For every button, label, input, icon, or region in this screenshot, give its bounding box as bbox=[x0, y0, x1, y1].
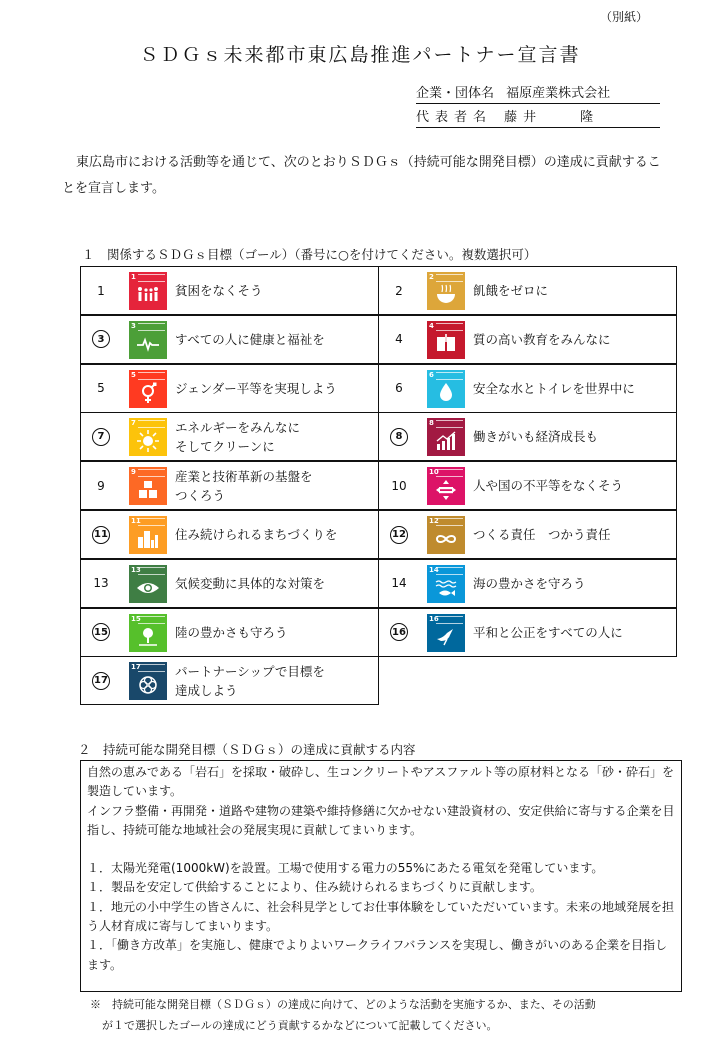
goal-label: 人や国の不平等をなくそう bbox=[473, 478, 624, 494]
sdg-goal-cell bbox=[80, 364, 379, 413]
sdg-goal-cell bbox=[378, 461, 677, 510]
family-icon bbox=[129, 272, 167, 310]
book-icon-glyph bbox=[434, 332, 458, 356]
icon-caption-lines bbox=[436, 372, 463, 380]
sun-icon-glyph bbox=[136, 429, 160, 453]
icon-goal-number: 2 bbox=[429, 273, 434, 281]
goal-number-circled bbox=[379, 413, 419, 460]
goal-number-text: 13 bbox=[93, 576, 109, 591]
goal-number-circled bbox=[81, 413, 121, 460]
growth-chart-icon-glyph bbox=[434, 429, 458, 453]
icon-caption-lines bbox=[138, 518, 165, 526]
cubes-icon-glyph bbox=[136, 478, 160, 502]
icon-caption-lines bbox=[436, 274, 463, 282]
icon-caption-lines bbox=[436, 616, 463, 624]
icon-goal-number: 16 bbox=[429, 614, 439, 623]
rings-icon bbox=[129, 662, 167, 700]
sdg-goal-cell bbox=[80, 559, 379, 608]
goal-number-text: 4 bbox=[395, 332, 403, 347]
icon-goal-number: 7 bbox=[131, 419, 136, 428]
cubes-icon bbox=[129, 467, 167, 505]
growth-chart-icon bbox=[427, 418, 465, 456]
goal-number-text: 2 bbox=[395, 283, 403, 298]
icon-goal-number: 13 bbox=[131, 565, 141, 574]
instruction-note bbox=[90, 994, 670, 1036]
goal-number-circled bbox=[379, 511, 419, 558]
icon-goal-number: 15 bbox=[131, 614, 141, 623]
sdg-goal-cell bbox=[378, 412, 677, 461]
goal-number-text: 7 bbox=[92, 428, 110, 446]
note-line-1: ※ 持続可能な開発目標（ＳＤＧｓ）の達成に向けて、どのような活動を実施するか、また、その活動 bbox=[90, 998, 596, 1011]
goal-label: すべての人に健康と福祉を bbox=[175, 331, 325, 347]
goal-number-circled bbox=[379, 609, 419, 656]
goal-number bbox=[379, 560, 419, 607]
goal-number-text: 15 bbox=[92, 623, 110, 641]
goal-number bbox=[379, 316, 419, 363]
goal-number bbox=[81, 267, 121, 314]
fish-icon bbox=[427, 565, 465, 603]
icon-caption-lines bbox=[138, 664, 165, 672]
gender-icon bbox=[129, 370, 167, 408]
goal-label: 働きがいも経済成長も bbox=[473, 429, 599, 445]
sdg-goal-cell bbox=[80, 510, 379, 559]
icon-goal-number: 11 bbox=[131, 517, 141, 525]
goal-label: 平和と公正をすべての人に bbox=[473, 624, 623, 640]
content-item: １．「働き方改革」を実施し、健康でよりよいワークライフバランスを実現し、働きがいのある企業を目指します。 bbox=[87, 938, 667, 972]
goal-number bbox=[81, 365, 121, 412]
goal-label: 質の高い教育をみんなに bbox=[473, 331, 611, 347]
icon-goal-number: 3 bbox=[131, 321, 136, 330]
sdg-goal-cell bbox=[80, 315, 379, 364]
icon-caption-lines bbox=[138, 469, 165, 477]
sdg-goal-cell bbox=[378, 315, 677, 364]
dove-icon-glyph bbox=[434, 625, 458, 649]
sdg-goal-cell bbox=[80, 656, 379, 705]
bowl-icon-glyph bbox=[434, 283, 458, 307]
goal-label: パートナーシップで目標を 達成しよう bbox=[175, 663, 325, 698]
goal-label: ジェンダー平等を実現しよう bbox=[175, 380, 337, 396]
sdg-goal-cell bbox=[80, 266, 379, 315]
sdg-goal-cell bbox=[378, 266, 677, 315]
goal-number bbox=[81, 462, 121, 509]
content-item: １．太陽光発電(1000kW)を設置。工場で使用する電力の55%にあたる電気を発電しています。 bbox=[87, 861, 604, 876]
goal-label: 陸の豊かさも守ろう bbox=[175, 624, 288, 640]
icon-caption-lines bbox=[138, 567, 165, 575]
goal-number bbox=[379, 365, 419, 412]
sdg-goal-cell bbox=[378, 510, 677, 559]
icon-goal-number: 6 bbox=[429, 370, 434, 379]
goal-label: 住み続けられるまちづくりを bbox=[175, 527, 338, 542]
organization-name: 福原産業株式会社 bbox=[506, 86, 611, 101]
icon-caption-lines bbox=[436, 323, 463, 331]
icon-goal-number: 10 bbox=[429, 468, 439, 477]
goal-label: 安全な水とトイレを世界中に bbox=[473, 380, 635, 396]
gender-icon-glyph bbox=[136, 381, 160, 405]
sdg-goal-cell bbox=[378, 364, 677, 413]
tree-icon bbox=[129, 614, 167, 652]
heartbeat-icon-glyph bbox=[136, 332, 160, 356]
content-paragraph: 自然の恵みである「岩石」を採取・破砕し、生コンクリートやアスファルト等の原材料となる「砂・砕石」を製造しています。 bbox=[87, 765, 675, 799]
goal-label: 貧困をなくそう bbox=[175, 283, 263, 298]
goal-label: 飢餓をゼロに bbox=[473, 283, 549, 298]
organization-row bbox=[416, 84, 660, 104]
goal-number-text: 17 bbox=[92, 672, 110, 690]
icon-caption-lines bbox=[436, 469, 463, 477]
icon-caption-lines bbox=[436, 567, 463, 575]
tree-icon-glyph bbox=[136, 625, 160, 649]
goal-number-text: 14 bbox=[391, 576, 407, 591]
goal-number-text: 6 bbox=[395, 381, 403, 396]
goal-label: つくる責任 つかう責任 bbox=[473, 527, 611, 542]
goal-number bbox=[379, 267, 419, 314]
goal-number-text: 3 bbox=[92, 330, 110, 348]
infinity-icon bbox=[427, 516, 465, 554]
goal-number-text: 9 bbox=[97, 478, 105, 493]
goal-label: 産業と技術革新の基盤を つくろう bbox=[175, 468, 313, 503]
goal-number-circled bbox=[81, 511, 121, 558]
goal-label: 気候変動に具体的な対策を bbox=[175, 575, 326, 591]
city-icon bbox=[129, 516, 167, 554]
icon-goal-number: 5 bbox=[131, 370, 136, 379]
representative-row bbox=[416, 108, 660, 128]
content-item: １．地元の小中学生の皆さんに、社会科見学としてお仕事体験をしていただいています。未来の地域発展を担う人材育成に寄与してまいります。 bbox=[87, 899, 675, 934]
eye-globe-icon bbox=[129, 565, 167, 603]
icon-caption-lines bbox=[138, 323, 165, 331]
sun-icon bbox=[129, 418, 167, 456]
goal-number-text: 10 bbox=[391, 478, 407, 493]
equality-icon-glyph bbox=[434, 478, 458, 502]
content-paragraph: インフラ整備・再開発・道路や建物の建築や維持修繕に欠かせない建設資材の、安定供給に寄与する企業を目指し、持続可能な地域社会の発展実現に貢献してまいります。 bbox=[87, 803, 675, 837]
icon-goal-number: 12 bbox=[429, 517, 439, 525]
annex-label: （別紙） bbox=[599, 10, 648, 24]
goal-number bbox=[81, 560, 121, 607]
icon-goal-number: 9 bbox=[131, 468, 136, 477]
sdg-goal-cell bbox=[80, 461, 379, 510]
infinity-icon-glyph bbox=[434, 527, 458, 551]
city-icon-glyph bbox=[136, 527, 160, 551]
icon-goal-number: 14 bbox=[429, 565, 439, 574]
fish-icon-glyph bbox=[434, 576, 458, 600]
goal-number bbox=[379, 462, 419, 509]
heartbeat-icon bbox=[129, 321, 167, 359]
goal-number-text: 12 bbox=[390, 526, 408, 544]
goal-number-text: 5 bbox=[97, 381, 105, 396]
goal-label: エネルギーをみんなに そしてクリーンに bbox=[175, 419, 301, 454]
section1-title: １ 関係するＳＤＧｓ目標（ゴール）（番号に○を付けてください。複数選択可） bbox=[82, 247, 537, 262]
water-icon bbox=[427, 370, 465, 408]
icon-caption-lines bbox=[436, 518, 463, 526]
representative-name: 藤井 隆 bbox=[504, 110, 600, 125]
icon-caption-lines bbox=[138, 616, 165, 624]
content-item: １．製品を安定して供給することにより、住み続けられるまちづくりに貢献します。 bbox=[87, 880, 542, 895]
representative-label: 代表者名 bbox=[416, 110, 493, 125]
goal-number-circled bbox=[81, 609, 121, 656]
dove-icon bbox=[427, 614, 465, 652]
icon-caption-lines bbox=[138, 274, 165, 282]
declaration-text: 東広島市における活動等を通じて、次のとおりＳＤＧｓ（持続可能な開発目標）の達成に貢献することを宣言します。 bbox=[62, 155, 661, 196]
section2-title: ２ 持続可能な開発目標（ＳＤＧｓ）の達成に貢献する内容 bbox=[78, 742, 416, 757]
goal-label: 海の豊かさを守ろう bbox=[473, 575, 586, 591]
sdg-goals-table bbox=[80, 266, 676, 706]
page-title: ＳＤＧｓ未来都市東広島推進パートナー宣言書 bbox=[139, 44, 581, 66]
icon-goal-number: 4 bbox=[429, 321, 434, 330]
family-icon-glyph bbox=[136, 283, 160, 307]
icon-goal-number: 8 bbox=[429, 419, 434, 428]
organization-label: 企業・団体名 bbox=[416, 86, 495, 101]
goal-number-circled bbox=[81, 316, 121, 363]
goal-number-text: 1 bbox=[97, 283, 105, 298]
icon-goal-number: 1 bbox=[131, 273, 136, 281]
eye-globe-icon-glyph bbox=[136, 576, 160, 600]
sdg-goal-cell bbox=[80, 412, 379, 461]
water-icon-glyph bbox=[434, 381, 458, 405]
content-blank-line bbox=[87, 840, 675, 859]
rings-icon-glyph bbox=[136, 673, 160, 697]
sdg-goal-cell bbox=[378, 559, 677, 608]
equality-icon bbox=[427, 467, 465, 505]
note-line-2: が１で選択したゴールの達成にどう貢献するかなどについて記載してください。 bbox=[102, 1019, 498, 1032]
icon-caption-lines bbox=[436, 420, 463, 428]
sdg-goal-cell bbox=[80, 608, 379, 657]
contribution-content-box bbox=[80, 760, 682, 992]
icon-caption-lines bbox=[138, 372, 165, 380]
book-icon bbox=[427, 321, 465, 359]
icon-goal-number: 17 bbox=[131, 663, 141, 672]
goal-number-text: 11 bbox=[92, 526, 110, 544]
goal-number-text: 8 bbox=[390, 428, 408, 446]
sdg-goal-cell bbox=[378, 608, 677, 657]
icon-caption-lines bbox=[138, 420, 165, 428]
goal-number-text: 16 bbox=[390, 623, 408, 641]
bowl-icon bbox=[427, 272, 465, 310]
goal-number-circled bbox=[81, 657, 121, 704]
